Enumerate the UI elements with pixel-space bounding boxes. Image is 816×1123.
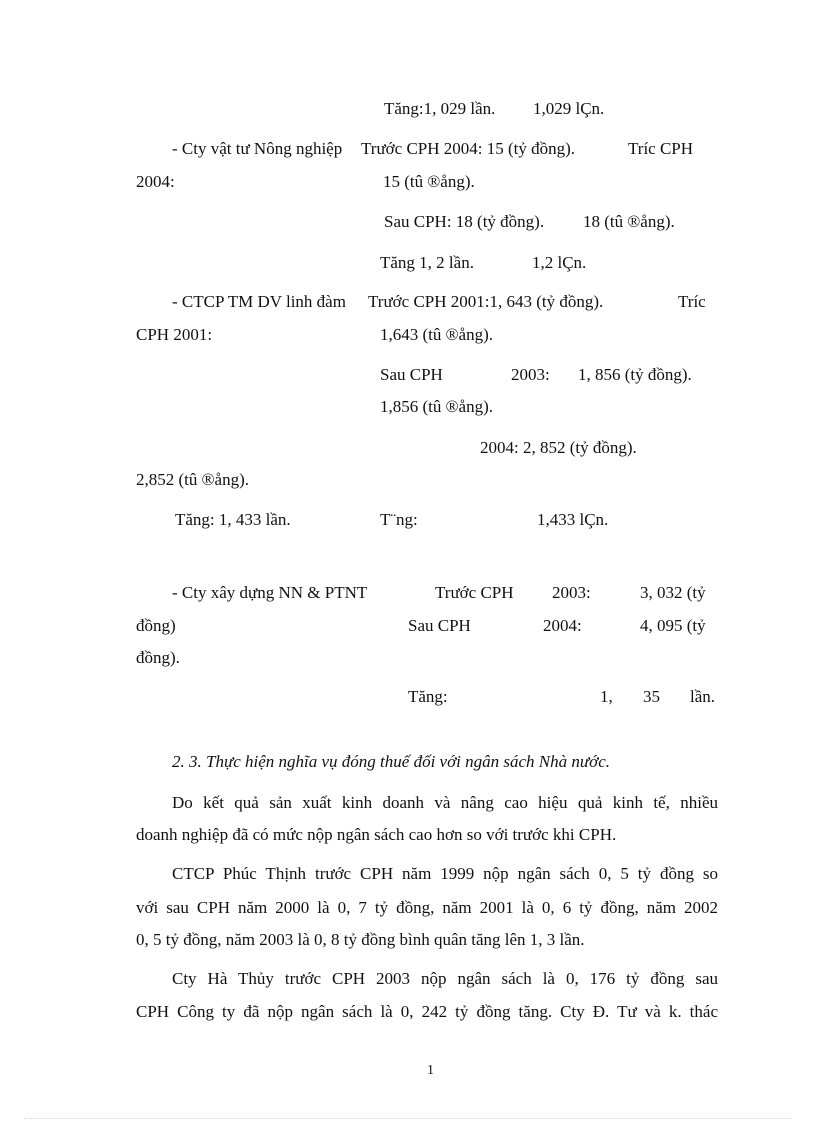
xay-dung-dong-2: đồng).	[136, 648, 180, 667]
linh-dam-truoc: Trước CPH 2001:1, 643 (tỷ đồng).	[368, 292, 604, 311]
linh-dam-tang-garbled: T¨ng:	[380, 510, 418, 529]
xay-dung-2003: 2003:	[552, 583, 591, 602]
p3-line-1: Cty Hà Thủy trước CPH 2003 nộp ngân sách là 0, 176 tỷ đồng sau	[172, 969, 718, 988]
xay-dung-tang-b: 35	[643, 687, 660, 706]
vat-tu-truoc: Trước CPH 2004: 15 (tỷ đồng).	[361, 139, 576, 158]
xay-dung-2004: 2004:	[543, 616, 582, 635]
linh-dam-val-2852: 2,852 (tû ®ång).	[136, 470, 250, 489]
xay-dung-tang-a: 1,	[600, 687, 613, 706]
xay-dung-val-4095: 4, 095 (tỷ	[640, 616, 706, 635]
vat-tu-tang-garbled: 1,2 lÇn.	[532, 253, 587, 272]
p2-line-2: với sau CPH năm 2000 là 0, 7 tỷ đồng, năm 2001 là 0, 6 tỷ đồng, năm 2002	[136, 898, 718, 917]
linh-dam-val-1856: 1,856 (tû ®ång).	[380, 397, 494, 416]
p1-line-1: Do kết quả sản xuất kinh doanh và nâng cao hiệu quả kinh tế, nhiều	[172, 793, 718, 812]
vat-tu-value-garbled: 15 (tû ®ång).	[383, 172, 475, 191]
xay-dung-dong-1: đồng)	[136, 616, 176, 635]
vat-tu-lead: - Cty vật tư Nông nghiệp	[172, 139, 343, 158]
linh-dam-tang: Tăng: 1, 433 lần.	[175, 510, 291, 529]
page-bottom-divider	[24, 1118, 792, 1119]
xay-dung-sau: Sau CPH	[408, 616, 471, 635]
vat-tu-tang: Tăng 1, 2 lần.	[380, 253, 474, 272]
xay-dung-tang-c: lần.	[690, 687, 716, 706]
xay-dung-truoc: Trước CPH	[435, 583, 514, 602]
p1-line-2: doanh nghiệp đã có mức nộp ngân sách cao hơn so với trước khi CPH.	[136, 825, 617, 844]
linh-dam-sau-val: 1, 856 (tỷ đồng).	[578, 365, 692, 384]
section-heading: 2. 3. Thực hiện nghĩa vụ đóng thuế đối với ngân sách Nhà nước.	[172, 752, 611, 771]
linh-dam-cph-year: CPH 2001:	[136, 325, 213, 344]
p2-line-3: 0, 5 tỷ đồng, năm 2003 là 0, 8 tỷ đồng bình quân tăng lên 1, 3 lần.	[136, 930, 585, 949]
linh-dam-2004: 2004: 2, 852 (tỷ đồng).	[480, 438, 637, 457]
p2-line-1: CTCP Phúc Thịnh trước CPH năm 1999 nộp ngân sách 0, 5 tỷ đồng so	[172, 864, 718, 883]
xay-dung-val-3032: 3, 032 (tỷ	[640, 583, 706, 602]
linh-dam-truoc-garbled: Tríc	[678, 292, 706, 311]
linh-dam-lead: - CTCP TM DV linh đàm	[172, 292, 346, 311]
page-number: 1	[427, 1063, 434, 1078]
xay-dung-tang: Tăng:	[408, 687, 448, 706]
vat-tu-truoc-garbled: Tríc CPH	[628, 139, 694, 158]
vat-tu-sau-garbled: 18 (tû ®ång).	[583, 212, 675, 231]
tang-line-1: Tăng:1, 029 lần.	[384, 99, 496, 118]
vat-tu-sau: Sau CPH: 18 (tỷ đồng).	[384, 212, 545, 231]
p3-line-2: CPH Công ty đã nộp ngân sách là 0, 242 tỷ đồng tăng. Cty Đ. Tư và k. thác	[136, 1002, 718, 1021]
xay-dung-lead: - Cty xây dựng NN & PTNT	[172, 583, 368, 602]
linh-dam-tang-val: 1,433 lÇn.	[537, 510, 609, 529]
linh-dam-sau-label: Sau CPH	[380, 365, 443, 384]
linh-dam-val-1643: 1,643 (tû ®ång).	[380, 325, 494, 344]
tang-line-1-garbled: 1,029 lÇn.	[533, 99, 605, 118]
linh-dam-sau-2003: 2003:	[511, 365, 550, 384]
vat-tu-year: 2004:	[136, 172, 175, 191]
